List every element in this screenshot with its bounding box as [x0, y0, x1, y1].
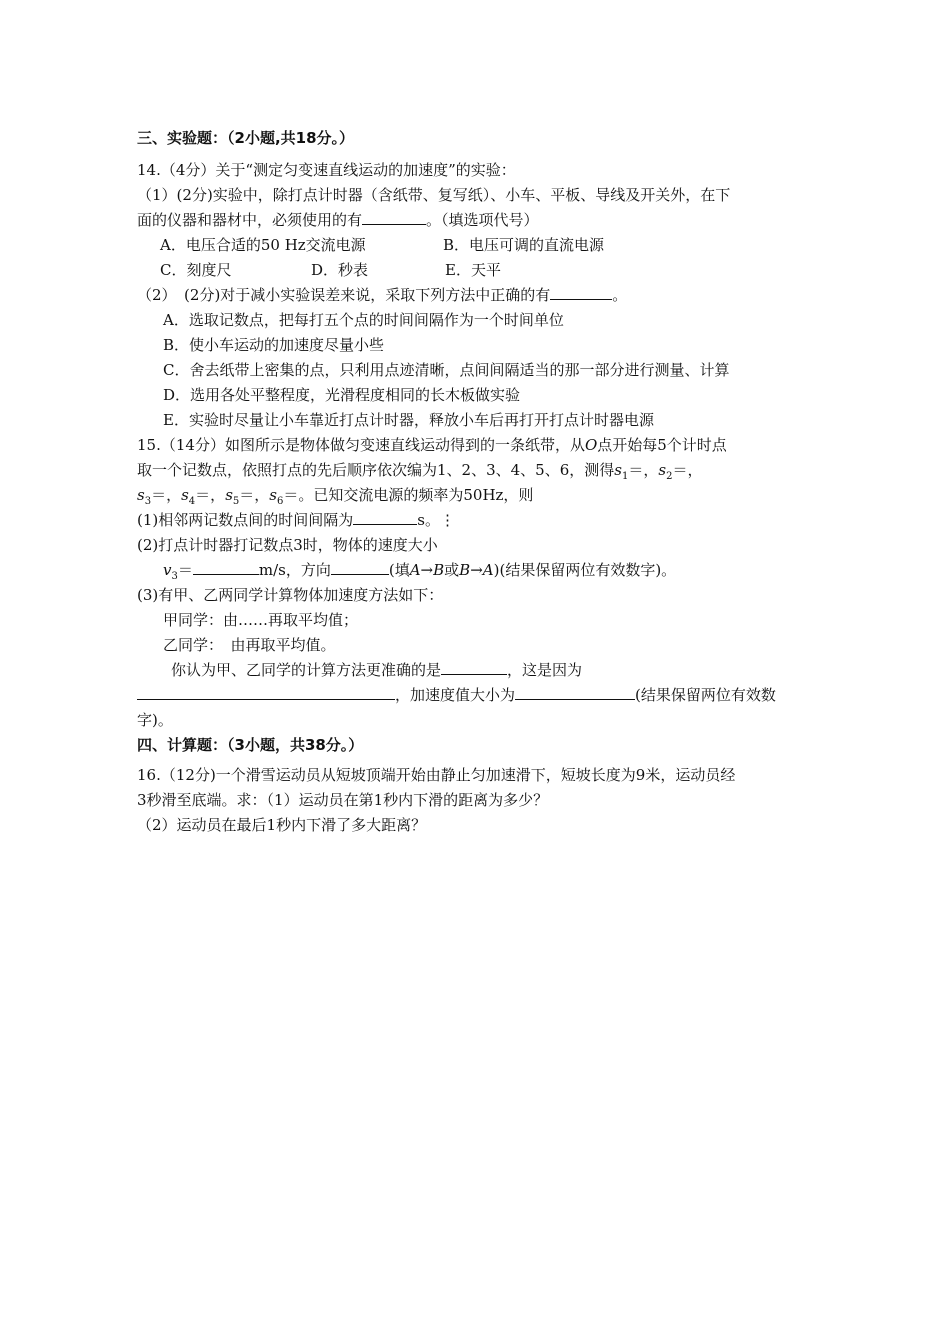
sub-2: 2: [666, 471, 673, 482]
var-o: O: [584, 436, 598, 454]
sub-4: 4: [188, 496, 196, 507]
q14-part2-option-a: A．选取记数点，把每打五个点的时间间隔作为一个时间单位: [163, 311, 564, 329]
q15-line2-text: 取一个记数点，依照打点的先后顺序依次编为1、2、3、4、5、6，测得: [137, 461, 615, 479]
q14-part1-text: 面的仪器和器材中，必须使用的有: [137, 211, 363, 229]
q15-accel-note: (结果保留两位有效数: [635, 686, 776, 704]
sub-3: 3: [144, 496, 152, 507]
q15-sub2-line1: (2)打点计时器打记数点3时，物体的速度大小: [137, 536, 438, 554]
q15-line3: [137, 485, 533, 512]
q14-option-b: B．电压可调的直流电源: [443, 236, 605, 254]
q15-line3-end: ＝。已知交流电源的频率为50Hz，则: [283, 486, 534, 504]
dir-a-to-b: A→B: [409, 561, 445, 579]
q14-part1-line1: （1）(2分)实验中，除打点计时器（含纸带、复写纸）、小车、平板、导线及开关外，在下: [137, 186, 731, 204]
q16-line1: 16.（12分)一个滑雪运动员从短坡顶端开始由静止匀加速滑下，短坡长度为9米，运动员经: [137, 766, 736, 784]
q14-part2-option-c: C．舍去纸带上密集的点，只利用点迹清晰，点间间隔适当的那一部分进行测量、计算: [163, 361, 730, 379]
q14-part1-line2: [137, 210, 539, 230]
eq-v3: ＝: [177, 561, 193, 579]
q15-sub1-unit: s。⋮: [417, 511, 455, 529]
sub-1: 1: [621, 471, 629, 482]
section-3-heading: 三、实验题：（2小题,共18分。）: [137, 129, 355, 147]
q15-ask-line: [171, 660, 582, 680]
q15-accel-blank[interactable]: [515, 685, 635, 700]
q15-reason-blank[interactable]: [137, 685, 395, 700]
var-v3: v: [163, 561, 172, 579]
q15-ask-reason: ，这是因为: [507, 661, 583, 679]
q15-sub1-text: (1)相邻两记数点间的时间间隔为: [137, 511, 354, 529]
eq-s5: ＝，: [239, 486, 270, 504]
q15-direction-blank[interactable]: [331, 560, 389, 575]
q14-part2-end: 。: [612, 286, 628, 304]
q15-line1-text: 15.（14分）如图所示是物体做匀变速直线运动得到的一条纸带，从: [137, 436, 585, 454]
dir-b-to-a: B→A: [459, 561, 494, 579]
q14-stem: 14.（4分）关于“测定匀变速直线运动的加速度”的实验：: [137, 161, 516, 179]
q14-option-c: C．刻度尺: [160, 261, 232, 279]
q14-part2-option-e: E．实验时尽量让小车靠近打点计时器，释放小车后再打开打点计时器电源: [163, 411, 654, 429]
q14-option-d: D．秒表: [311, 261, 369, 279]
section-4-heading: 四、计算题：（3小题，共38分。）: [137, 736, 364, 754]
var-s6: s: [269, 486, 277, 504]
q15-line1-text-end: 点开始每5个计时点: [597, 436, 727, 454]
q15-ask-line3: 字)。: [137, 711, 173, 729]
sub-v3: 3: [171, 571, 178, 582]
q15-ask-text: 你认为甲、乙同学的计算方法更准确的是: [171, 661, 442, 679]
q15-line2: [137, 460, 702, 487]
q15-velocity-blank[interactable]: [193, 560, 259, 575]
q14-options-row2: [160, 260, 501, 280]
q15-accel-text: ，加速度值大小为: [395, 686, 516, 704]
q15-jia: 甲同学：由……再取平均值；: [163, 611, 359, 629]
eq-s2: ＝，: [672, 461, 703, 479]
q15-sub3-line1: (3)有甲、乙两同学计算物体加速度方法如下：: [137, 586, 444, 604]
q15-dir-or: 或: [444, 561, 460, 579]
q15-velocity-unit: m/s，方向: [258, 561, 331, 579]
q14-part2-line: [137, 285, 627, 305]
q14-part2-option-b: B．使小车运动的加速度尽量小些: [163, 336, 385, 354]
q14-part2-answer-blank[interactable]: [550, 285, 612, 300]
q15-sub1: [137, 510, 455, 530]
var-s2: s: [658, 461, 667, 479]
q15-sub1-answer-blank[interactable]: [353, 510, 417, 525]
q14-part1-answer-blank[interactable]: [362, 210, 426, 225]
sub-5: 5: [232, 496, 240, 507]
q15-yi: 乙同学： 由再取平均值。: [163, 636, 336, 654]
eq-s3: ＝，: [151, 486, 182, 504]
q16-line2: 3秒滑至底端。求：（1）运动员在第1秒内下滑的距离为多少？: [137, 791, 549, 809]
q14-option-e: E．天平: [445, 261, 501, 279]
sub-6: 6: [276, 496, 284, 507]
q14-part2-text: （2） (2分)对于减小实验误差来说，采取下列方法中正确的有: [137, 286, 551, 304]
var-s4: s: [181, 486, 189, 504]
q14-options-row1: [160, 235, 605, 255]
q15-ask-line2: [137, 685, 776, 705]
var-s3: s: [137, 486, 145, 504]
q15-dir-end: )(结果保留两位有效数字)。: [493, 561, 677, 579]
eq-s4: ＝，: [195, 486, 226, 504]
q15-line1: [137, 435, 727, 455]
q15-method-blank[interactable]: [441, 660, 507, 675]
q15-sub2-line2: [163, 560, 676, 587]
q14-part1-hint: 。（填选项代号）: [426, 211, 539, 229]
q15-dir-open: (填: [388, 561, 410, 579]
var-s1: s: [614, 461, 622, 479]
var-s5: s: [225, 486, 233, 504]
q14-part2-option-d: D．选用各处平整程度，光滑程度相同的长木板做实验: [163, 386, 521, 404]
q16-line3: （2）运动员在最后1秒内下滑了多大距离？: [137, 816, 427, 834]
eq-s1: ＝，: [628, 461, 659, 479]
q14-option-a: A．电压合适的50 Hz交流电源: [160, 236, 366, 254]
